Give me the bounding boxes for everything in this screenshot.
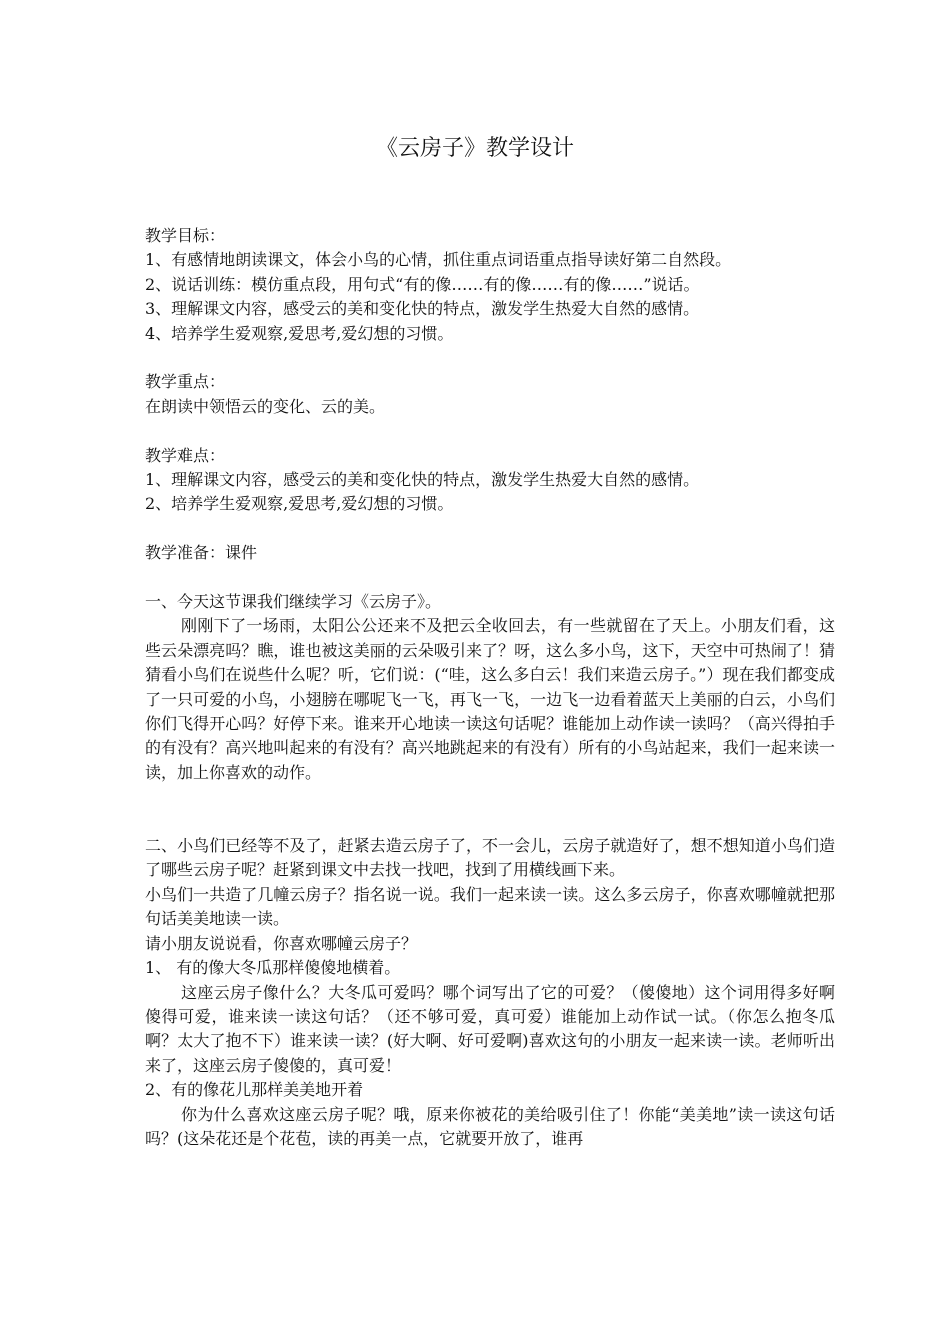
goal-item: 1、有感情地朗读课文，体会小鸟的心情，抓住重点词语重点指导读好第二自然段。: [145, 250, 732, 270]
section2-item-text: 这座云房子像什么？大冬瓜可爱吗？哪个词写出了它的可爱？（傻傻地）这个词用得多好啊傻得可爱，谁来读一读这句话？（还不够可爱，真可爱）谁能加上动作试一试。（你怎么抱冬瓜啊？太大了抱不下）谁来读一读？(好大啊、好可爱啊)喜欢这句的小朋友一起来读一读。老师听出来了，这座云房子傻傻的，真可爱！: [145, 982, 835, 1075]
goal-item: 4、培养学生爱观察,爱思考,爱幻想的习惯。: [145, 323, 454, 343]
spacer: [145, 566, 835, 590]
section2-item-text: 你为什么喜欢这座云房子呢？哦，原来你被花的美给吸引住了！你能“美美地”读一读这句话吗？(这朵花还是个花苞，读的再美一点，它就要开放了，谁再: [145, 1104, 835, 1148]
key-point-text: 在朗读中领悟云的变化、云的美。: [145, 396, 386, 416]
spacer: [145, 419, 835, 443]
section2-paragraph: 小鸟们一共造了几幢云房子？指名说一说。我们一起来读一读。这么多云房子，你喜欢哪幢就把那句话美美地读一读。: [145, 884, 835, 929]
key-point-heading: 教学重点：: [145, 372, 226, 392]
difficulty-item: 2、培养学生爱观察,爱思考,爱幻想的习惯。: [145, 494, 454, 514]
section2-item-heading: 1、 有的像大冬瓜那样傻傻地横着。: [145, 958, 401, 978]
section1-paragraph: 刚刚下了一场雨，太阳公公还来不及把云全收回去，有一些就留在了天上。小朋友们看，这些云朵漂亮吗？瞧，谁也被这美丽的云朵吸引来了？呀，这么多小鸟，这下，天空中可热闹了！猜猜看小鸟们在说些什么呢？听，它们说：(“哇，这么多白云！我们来造云房子。”）现在我们都变成了一只可爱的小鸟，小翅膀在哪呢飞一飞，再飞一飞，一边飞一边看着蓝天上美丽的白云，小鸟们你们飞得开心吗？好停下来。谁来开心地读一读这句话呢？谁能加上动作读一读吗？（高兴得拍手的有没有？高兴地叫起来的有没有？高兴地跳起来的有没有）所有的小鸟站起来，我们一起来读一读，加上你喜欢的动作。: [145, 616, 835, 782]
goals-heading: 教学目标：: [145, 226, 226, 245]
section1-heading: 一、今天这节课我们继续学习《云房子》。: [145, 592, 442, 612]
section2-heading: 二、小鸟们已经等不及了，赶紧去造云房子了，不一会儿，云房子就造好了，想不想知道小鸟们造了哪些云房子呢？赶紧到课文中去找一找吧，找到了用横线画下来。: [145, 836, 835, 880]
section2-item-heading: 2、有的像花儿那样美美地开着: [145, 1080, 364, 1100]
spacer: [145, 785, 835, 834]
document-title: 《云房子》教学设计: [375, 136, 574, 161]
spacer: [145, 517, 835, 541]
document-body: [145, 224, 835, 1151]
section2-paragraph: 请小朋友说说看，你喜欢哪幢云房子？: [145, 933, 418, 953]
spacer: [145, 346, 835, 370]
difficulty-heading: 教学难点：: [145, 445, 226, 465]
preparation-line: 教学准备：课件: [145, 543, 258, 563]
difficulty-item: 1、理解课文内容，感受云的美和变化快的特点，激发学生热爱大自然的感情。: [145, 470, 700, 490]
goal-item: 2、说话训练：模仿重点段，用句式“有的像……有的像……有的像……”说话。: [145, 274, 700, 294]
goal-item: 3、理解课文内容，感受云的美和变化快的特点，激发学生热爱大自然的感情。: [145, 299, 700, 319]
